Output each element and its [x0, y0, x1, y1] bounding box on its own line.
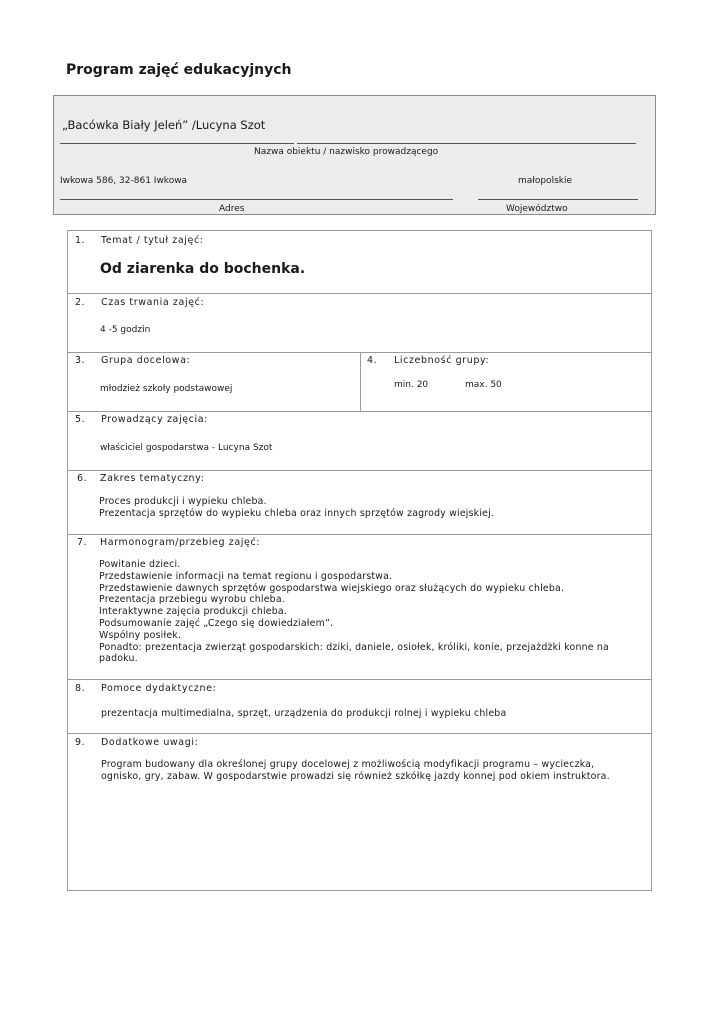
section-number: 3.	[75, 355, 86, 366]
section-label: Prowadzący zajęcia:	[101, 414, 208, 425]
section-number: 6.	[77, 473, 88, 484]
facility-name: „Bacówka Biały Jeleń” /Lucyna Szot	[62, 118, 266, 132]
schedule-line: Podsumowanie zajęć „Czego się dowiedziałem”.	[99, 617, 334, 629]
section-duration	[68, 294, 651, 353]
voivodeship-value: małopolskie	[518, 176, 573, 186]
topic-title: Od ziarenka do bochenka.	[100, 261, 306, 277]
column-divider	[360, 353, 361, 411]
address-value: Iwkowa 586, 32-861 Iwkowa	[60, 176, 188, 186]
facility-caption: Nazwa obiektu / nazwisko prowadzącego	[254, 147, 439, 157]
section-notes	[68, 734, 651, 890]
program-table	[67, 230, 652, 891]
facility-name-underline-right	[297, 143, 636, 144]
aids-value: prezentacja multimedialna, sprzęt, urządzenia do produkcji rolnej i wypieku chleba	[101, 708, 507, 719]
document-title: Program zajęć edukacyjnych	[66, 62, 292, 78]
voivodeship-caption: Województwo	[506, 204, 568, 214]
group-size-max: max. 50	[465, 380, 502, 390]
address-underline	[60, 199, 453, 200]
section-label: Zakres tematyczny:	[100, 473, 205, 484]
section-instructor	[68, 412, 651, 471]
schedule-line: Ponadto: prezentacja zwierząt gospodarskich: dziki, daniele, osiołek, króliki, konie, przejażdżki konne na	[99, 641, 609, 653]
section-label: Harmonogram/przebieg zajęć:	[100, 537, 261, 548]
section-group	[68, 353, 651, 412]
section-label: Pomoce dydaktyczne:	[101, 683, 217, 694]
target-group-value: młodzież szkoły podstawowej	[100, 384, 233, 394]
schedule-line: padoku.	[99, 653, 138, 665]
schedule-line: Przedstawienie dawnych sprzętów gospodarstwa wiejskiego oraz służących do wypieku chleba.	[99, 582, 565, 594]
notes-line: Program budowany dla określonej grupy docelowej z możliwością modyfikacji programu – wycieczka,	[101, 759, 595, 770]
section-aids	[68, 680, 651, 734]
notes-lines	[101, 759, 610, 783]
duration-value: 4 -5 godzin	[100, 325, 151, 335]
voivodeship-underline	[478, 199, 638, 200]
section-schedule	[68, 535, 651, 680]
scope-line: Proces produkcji i wypieku chleba.	[99, 496, 267, 507]
section-scope	[68, 471, 651, 535]
section-label: Czas trwania zajęć:	[101, 297, 205, 308]
section-number: 4.	[367, 355, 378, 366]
section-topic	[68, 231, 651, 294]
section-number: 1.	[75, 235, 86, 246]
section-number: 7.	[77, 537, 88, 548]
schedule-lines	[99, 559, 609, 665]
facility-header-box	[53, 95, 656, 215]
instructor-value: właściciel gospodarstwa - Lucyna Szot	[100, 443, 273, 453]
section-label: Liczebność grupy:	[394, 355, 490, 366]
scope-lines	[99, 496, 494, 520]
facility-name-underline-left	[60, 143, 294, 144]
section-label: Temat / tytuł zajęć:	[101, 235, 204, 246]
section-label: Dodatkowe uwagi:	[101, 737, 199, 748]
schedule-line: Przedstawienie informacji na temat regionu i gospodarstwa.	[99, 570, 393, 582]
scope-line: Prezentacja sprzętów do wypieku chleba oraz innych sprzętów zagrody wiejskiej.	[99, 507, 495, 519]
section-number: 2.	[75, 297, 86, 308]
schedule-line: Interaktywne zajęcia produkcji chleba.	[99, 606, 288, 618]
section-label: Grupa docelowa:	[101, 355, 191, 366]
notes-line: ognisko, gry, zabaw. W gospodarstwie prowadzi się również szkółkę jazdy konnej pod okiem instruktora.	[101, 770, 610, 782]
group-size-min: min. 20	[394, 380, 429, 390]
schedule-line: Prezentacja przebiegu wyrobu chleba.	[99, 594, 285, 606]
schedule-line: Powitanie dzieci.	[99, 559, 181, 570]
section-number: 5.	[75, 414, 86, 425]
address-caption: Adres	[219, 204, 245, 214]
schedule-line: Wspólny posiłek.	[99, 629, 182, 641]
section-number: 9.	[75, 737, 86, 748]
section-number: 8.	[75, 683, 86, 694]
